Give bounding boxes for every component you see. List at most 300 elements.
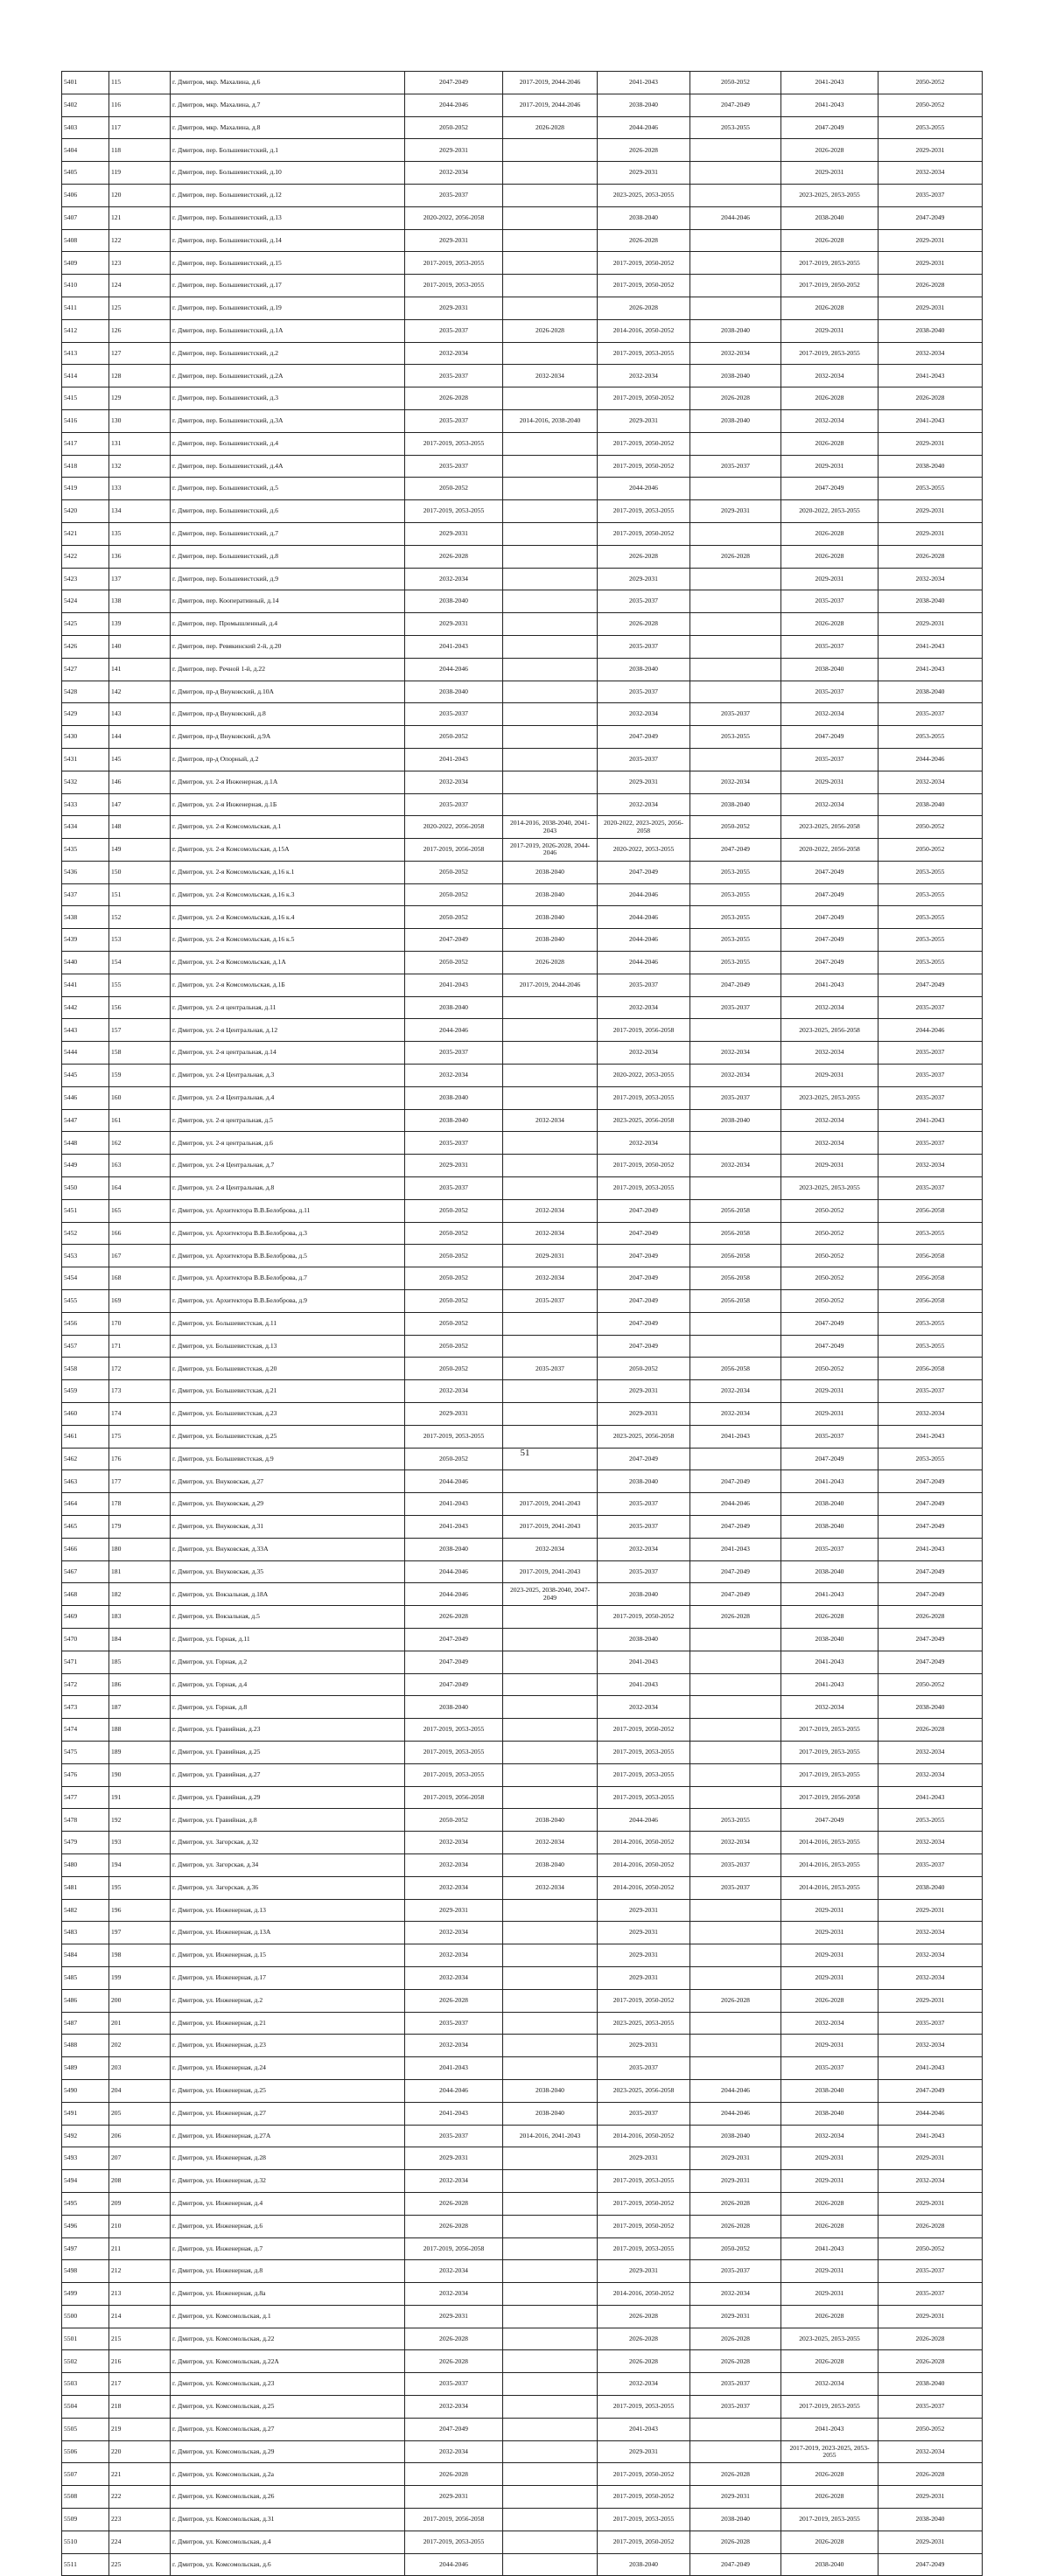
period-1-cell: 2026-2028 [405, 2215, 503, 2237]
address-cell: г. Дмитров, ул. Горная, д.2 [171, 1651, 405, 1673]
table-row [62, 1358, 983, 1380]
period-3-cell: 2026-2028 [598, 2305, 690, 2328]
address-number-cell: 213 [109, 2283, 171, 2306]
row-index-cell: 5504 [62, 2396, 109, 2419]
address-cell: г. Дмитров, ул. Инженерная, д.7 [171, 2237, 405, 2260]
period-2-cell [503, 2553, 598, 2576]
row-index-cell: 5403 [62, 116, 109, 139]
address-number-cell: 157 [109, 1019, 171, 1042]
period-6-cell: 2053-2055 [878, 883, 983, 906]
period-5-cell: 2017-2019, 2053-2055 [781, 1719, 878, 1742]
period-2-cell [503, 1335, 598, 1358]
address-number-cell: 204 [109, 2079, 171, 2102]
table-row [62, 162, 983, 185]
period-1-cell: 2032-2034 [405, 1380, 503, 1403]
period-1-cell: 2044-2046 [405, 1470, 503, 1493]
row-index-cell: 5492 [62, 2125, 109, 2147]
period-6-cell: 2047-2049 [878, 1651, 983, 1673]
address-number-cell: 127 [109, 342, 171, 365]
period-1-cell: 2017-2019, 2053-2055 [405, 500, 503, 523]
period-6-cell: 2050-2052 [878, 2418, 983, 2440]
period-1-cell: 2050-2052 [405, 906, 503, 929]
address-number-cell: 155 [109, 974, 171, 996]
period-6-cell: 2026-2028 [878, 1719, 983, 1742]
period-6-cell: 2047-2049 [878, 2079, 983, 2102]
period-5-cell: 2026-2028 [781, 2531, 878, 2553]
period-1-cell: 2029-2031 [405, 1899, 503, 1922]
table-row [62, 883, 983, 906]
address-cell: г. Дмитров, пер. Большевистский, д.13 [171, 206, 405, 229]
period-5-cell: 2014-2016, 2053-2055 [781, 1876, 878, 1899]
period-5-cell: 2026-2028 [781, 1989, 878, 2012]
period-4-cell: 2053-2055 [690, 1809, 781, 1832]
row-index-cell: 5417 [62, 432, 109, 455]
period-1-cell: 2047-2049 [405, 1651, 503, 1673]
period-6-cell: 2032-2034 [878, 2035, 983, 2057]
address-number-cell: 140 [109, 635, 171, 658]
period-1-cell: 2044-2046 [405, 1583, 503, 1606]
period-4-cell: 2038-2040 [690, 1109, 781, 1132]
period-6-cell: 2032-2034 [878, 342, 983, 365]
table-row [62, 929, 983, 952]
period-3-cell: 2017-2019, 2053-2055 [598, 2237, 690, 2260]
period-3-cell: 2035-2037 [598, 2057, 690, 2080]
period-1-cell: 2038-2040 [405, 1538, 503, 1560]
period-3-cell: 2038-2040 [598, 1583, 690, 1606]
table-row [62, 1583, 983, 1606]
period-4-cell [690, 139, 781, 162]
address-cell: г. Дмитров, ул. Комсомольская, д.6 [171, 2553, 405, 2576]
period-3-cell: 2047-2049 [598, 1448, 690, 1470]
period-2-cell: 2014-2016, 2041-2043 [503, 2125, 598, 2147]
row-index-cell: 5480 [62, 1853, 109, 1876]
period-3-cell: 2032-2034 [598, 996, 690, 1019]
period-1-cell: 2017-2019, 2053-2055 [405, 432, 503, 455]
period-2-cell [503, 1403, 598, 1426]
address-cell: г. Дмитров, ул. Комсомольская, д.1 [171, 2305, 405, 2328]
period-5-cell: 2026-2028 [781, 522, 878, 545]
period-5-cell: 2023-2025, 2053-2055 [781, 1177, 878, 1200]
period-1-cell: 2032-2034 [405, 1853, 503, 1876]
address-cell: г. Дмитров, ул. Большевистская, д.21 [171, 1380, 405, 1403]
period-3-cell: 2047-2049 [598, 1222, 690, 1245]
row-index-cell: 5420 [62, 500, 109, 523]
period-2-cell [503, 2147, 598, 2170]
period-1-cell: 2026-2028 [405, 1606, 503, 1629]
row-index-cell: 5449 [62, 1155, 109, 1177]
period-2-cell: 2017-2019, 2026-2028, 2044-2046 [503, 839, 598, 862]
period-5-cell: 2050-2052 [781, 1358, 878, 1380]
address-cell: г. Дмитров, ул. Большевистская, д.9 [171, 1448, 405, 1470]
period-3-cell: 2023-2025, 2056-2058 [598, 2079, 690, 2102]
period-3-cell: 2044-2046 [598, 1809, 690, 1832]
period-2-cell [503, 2373, 598, 2396]
row-index-cell: 5457 [62, 1335, 109, 1358]
period-2-cell: 2023-2025, 2038-2040, 2047-2049 [503, 1583, 598, 1606]
table-row [62, 816, 983, 839]
period-3-cell: 2026-2028 [598, 229, 690, 252]
address-cell: г. Дмитров, ул. Большевистская, д.11 [171, 1312, 405, 1335]
period-3-cell: 2026-2028 [598, 2328, 690, 2350]
period-6-cell: 2041-2043 [878, 1109, 983, 1132]
period-6-cell: 2026-2028 [878, 2463, 983, 2486]
table-row [62, 748, 983, 771]
period-2-cell: 2032-2034 [503, 1109, 598, 1132]
period-3-cell: 2017-2019, 2050-2052 [598, 387, 690, 410]
period-2-cell [503, 2260, 598, 2283]
period-4-cell [690, 1651, 781, 1673]
address-cell: г. Дмитров, пер. Речной 1-й, д.22 [171, 658, 405, 681]
period-6-cell: 2029-2031 [878, 252, 983, 275]
period-3-cell: 2023-2025, 2053-2055 [598, 2012, 690, 2035]
address-number-cell: 151 [109, 883, 171, 906]
table-row [62, 2035, 983, 2057]
row-index-cell: 5427 [62, 658, 109, 681]
period-3-cell: 2029-2031 [598, 1922, 690, 1944]
period-4-cell: 2056-2058 [690, 1358, 781, 1380]
period-3-cell: 2017-2019, 2050-2052 [598, 1606, 690, 1629]
address-cell: г. Дмитров, ул. Архитектора В.В.Белоброва, д.9 [171, 1290, 405, 1313]
period-4-cell: 2035-2037 [690, 2396, 781, 2419]
period-2-cell [503, 1425, 598, 1448]
period-3-cell: 2014-2016, 2050-2052 [598, 2125, 690, 2147]
period-4-cell [690, 1741, 781, 1763]
period-1-cell: 2050-2052 [405, 1267, 503, 1290]
period-5-cell: 2035-2037 [781, 748, 878, 771]
address-number-cell: 201 [109, 2012, 171, 2035]
period-3-cell: 2032-2034 [598, 365, 690, 387]
address-cell: г. Дмитров, ул. Вокзальная, д.18А [171, 1583, 405, 1606]
period-5-cell: 2050-2052 [781, 1245, 878, 1267]
address-cell: г. Дмитров, ул. Гравийная, д.29 [171, 1786, 405, 1809]
period-2-cell [503, 748, 598, 771]
period-5-cell: 2020-2022, 2056-2058 [781, 839, 878, 862]
period-1-cell: 2017-2019, 2053-2055 [405, 1425, 503, 1448]
period-4-cell [690, 1335, 781, 1358]
row-index-cell: 5464 [62, 1493, 109, 1516]
period-6-cell: 2056-2058 [878, 1267, 983, 1290]
row-index-cell: 5421 [62, 522, 109, 545]
period-3-cell: 2017-2019, 2050-2052 [598, 2215, 690, 2237]
period-4-cell: 2047-2049 [690, 974, 781, 996]
period-1-cell: 2035-2037 [405, 455, 503, 478]
row-index-cell: 5428 [62, 681, 109, 703]
address-number-cell: 194 [109, 1853, 171, 1876]
row-index-cell: 5430 [62, 726, 109, 749]
period-2-cell [503, 1380, 598, 1403]
row-index-cell: 5431 [62, 748, 109, 771]
period-5-cell: 2035-2037 [781, 1425, 878, 1448]
row-index-cell: 5434 [62, 816, 109, 839]
period-1-cell: 2029-2031 [405, 2147, 503, 2170]
row-index-cell: 5446 [62, 1086, 109, 1109]
address-number-cell: 144 [109, 726, 171, 749]
table-row [62, 793, 983, 816]
period-1-cell: 2029-2031 [405, 2486, 503, 2509]
period-5-cell: 2047-2049 [781, 883, 878, 906]
period-6-cell: 2041-2043 [878, 1425, 983, 1448]
period-6-cell: 2056-2058 [878, 1290, 983, 1313]
address-number-cell: 146 [109, 771, 171, 793]
address-cell: г. Дмитров, ул. Инженерная, д.4 [171, 2192, 405, 2215]
address-cell: г. Дмитров, ул. Архитектора В.В.Белоброва, д.5 [171, 1245, 405, 1267]
address-cell: г. Дмитров, ул. Инженерная, д.28 [171, 2147, 405, 2170]
address-cell: г. Дмитров, ул. 2-я Комсомольская, д.1 [171, 816, 405, 839]
period-1-cell: 2044-2046 [405, 94, 503, 116]
address-number-cell: 216 [109, 2350, 171, 2373]
row-index-cell: 5473 [62, 1696, 109, 1719]
period-2-cell [503, 1922, 598, 1944]
period-2-cell [503, 635, 598, 658]
period-4-cell: 2056-2058 [690, 1199, 781, 1222]
address-number-cell: 116 [109, 94, 171, 116]
table-row [62, 1086, 983, 1109]
table-row [62, 94, 983, 116]
address-number-cell: 173 [109, 1380, 171, 1403]
address-cell: г. Дмитров, ул. 2-я Комсомольская, д.1А [171, 952, 405, 974]
period-5-cell: 2017-2019, 2053-2055 [781, 1763, 878, 1786]
period-5-cell: 2047-2049 [781, 1809, 878, 1832]
address-number-cell: 139 [109, 613, 171, 636]
period-2-cell: 2038-2040 [503, 861, 598, 883]
address-cell: г. Дмитров, ул. Горная, д.4 [171, 1673, 405, 1696]
row-index-cell: 5472 [62, 1673, 109, 1696]
address-cell: г. Дмитров, ул. Архитектора В.В.Белоброва, д.3 [171, 1222, 405, 1245]
row-index-cell: 5451 [62, 1199, 109, 1222]
period-1-cell: 2038-2040 [405, 681, 503, 703]
address-number-cell: 224 [109, 2531, 171, 2553]
table-row [62, 2102, 983, 2125]
period-3-cell: 2047-2049 [598, 1290, 690, 1313]
period-2-cell: 2026-2028 [503, 319, 598, 342]
period-2-cell [503, 2170, 598, 2193]
period-2-cell: 2026-2028 [503, 116, 598, 139]
row-index-cell: 5444 [62, 1042, 109, 1065]
period-6-cell: 2038-2040 [878, 590, 983, 613]
row-index-cell: 5494 [62, 2170, 109, 2193]
period-6-cell: 2044-2046 [878, 2102, 983, 2125]
table-row [62, 1922, 983, 1944]
period-4-cell: 2026-2028 [690, 1606, 781, 1629]
period-5-cell: 2017-2019, 2023-2025, 2053-2055 [781, 2440, 878, 2463]
period-4-cell: 2056-2058 [690, 1222, 781, 1245]
address-number-cell: 198 [109, 1944, 171, 1967]
table-row [62, 478, 983, 500]
address-cell: г. Дмитров, пер. Кооперативный, д.14 [171, 590, 405, 613]
period-1-cell: 2035-2037 [405, 365, 503, 387]
period-1-cell: 2017-2019, 2056-2058 [405, 839, 503, 862]
period-1-cell: 2035-2037 [405, 1042, 503, 1065]
period-6-cell: 2056-2058 [878, 1358, 983, 1380]
period-5-cell: 2026-2028 [781, 613, 878, 636]
address-number-cell: 172 [109, 1358, 171, 1380]
period-6-cell: 2056-2058 [878, 1245, 983, 1267]
address-number-cell: 200 [109, 1989, 171, 2012]
row-index-cell: 5467 [62, 1560, 109, 1583]
period-4-cell: 2044-2046 [690, 2102, 781, 2125]
period-5-cell: 2017-2019, 2056-2058 [781, 1786, 878, 1809]
period-6-cell: 2032-2034 [878, 1741, 983, 1763]
period-4-cell [690, 2440, 781, 2463]
period-4-cell [690, 1966, 781, 1989]
address-number-cell: 166 [109, 1222, 171, 1245]
period-1-cell: 2035-2037 [405, 2012, 503, 2035]
table-row [62, 1763, 983, 1786]
table-row [62, 1809, 983, 1832]
period-2-cell [503, 297, 598, 319]
period-2-cell [503, 1763, 598, 1786]
period-4-cell: 2053-2055 [690, 906, 781, 929]
row-index-cell: 5429 [62, 703, 109, 726]
address-cell: г. Дмитров, пер. Большевистский, д.12 [171, 184, 405, 206]
period-3-cell: 2041-2043 [598, 2418, 690, 2440]
period-5-cell: 2041-2043 [781, 1470, 878, 1493]
row-index-cell: 5418 [62, 455, 109, 478]
address-number-cell: 145 [109, 748, 171, 771]
table-row [62, 1425, 983, 1448]
period-4-cell: 2044-2046 [690, 2079, 781, 2102]
table-row [62, 861, 983, 883]
period-5-cell: 2026-2028 [781, 139, 878, 162]
period-6-cell: 2053-2055 [878, 726, 983, 749]
period-3-cell: 2029-2031 [598, 2440, 690, 2463]
period-6-cell: 2047-2049 [878, 206, 983, 229]
row-index-cell: 5478 [62, 1809, 109, 1832]
period-4-cell: 2047-2049 [690, 1516, 781, 1539]
address-cell: г. Дмитров, ул. Большевистская, д.13 [171, 1335, 405, 1358]
table-row [62, 365, 983, 387]
address-cell: г. Дмитров, ул. 2-я Центральная, д.8 [171, 1177, 405, 1200]
period-3-cell: 2035-2037 [598, 2102, 690, 2125]
period-3-cell: 2035-2037 [598, 1516, 690, 1539]
period-5-cell: 2032-2034 [781, 1132, 878, 1155]
address-number-cell: 156 [109, 996, 171, 1019]
period-5-cell: 2032-2034 [781, 2012, 878, 2035]
period-4-cell [690, 658, 781, 681]
period-2-cell: 2017-2019, 2044-2046 [503, 72, 598, 94]
address-number-cell: 218 [109, 2396, 171, 2419]
address-cell: г. Дмитров, пер. Ревякинский 2-й, д.20 [171, 635, 405, 658]
period-3-cell: 2014-2016, 2050-2052 [598, 1876, 690, 1899]
row-index-cell: 5410 [62, 275, 109, 297]
table-row [62, 319, 983, 342]
period-4-cell: 2032-2034 [690, 342, 781, 365]
row-index-cell: 5458 [62, 1358, 109, 1380]
period-3-cell: 2029-2031 [598, 409, 690, 432]
period-1-cell: 2044-2046 [405, 658, 503, 681]
period-1-cell: 2017-2019, 2053-2055 [405, 275, 503, 297]
period-1-cell: 2032-2034 [405, 568, 503, 590]
address-number-cell: 126 [109, 319, 171, 342]
table-row [62, 2215, 983, 2237]
address-cell: г. Дмитров, ул. 2-я центральная, д.14 [171, 1042, 405, 1065]
address-cell: г. Дмитров, ул. Гравийная, д.23 [171, 1719, 405, 1742]
row-index-cell: 5461 [62, 1425, 109, 1448]
row-index-cell: 5476 [62, 1763, 109, 1786]
period-3-cell: 2029-2031 [598, 162, 690, 185]
period-5-cell: 2047-2049 [781, 929, 878, 952]
row-index-cell: 5433 [62, 793, 109, 816]
row-index-cell: 5489 [62, 2057, 109, 2080]
period-2-cell [503, 455, 598, 478]
period-3-cell: 2047-2049 [598, 861, 690, 883]
address-cell: г. Дмитров, ул. 2-я Центральная, д.3 [171, 1065, 405, 1087]
address-number-cell: 193 [109, 1832, 171, 1854]
address-cell: г. Дмитров, пр-д Опорный, д.2 [171, 748, 405, 771]
address-number-cell: 130 [109, 409, 171, 432]
address-cell: г. Дмитров, пер. Большевистский, д.15 [171, 252, 405, 275]
period-6-cell: 2032-2034 [878, 2170, 983, 2193]
period-6-cell: 2038-2040 [878, 455, 983, 478]
period-4-cell: 2038-2040 [690, 409, 781, 432]
period-1-cell: 2035-2037 [405, 703, 503, 726]
period-3-cell: 2038-2040 [598, 206, 690, 229]
address-number-cell: 217 [109, 2373, 171, 2396]
row-index-cell: 5443 [62, 1019, 109, 1042]
period-5-cell: 2047-2049 [781, 1312, 878, 1335]
period-2-cell: 2029-2031 [503, 1245, 598, 1267]
table-row [62, 2057, 983, 2080]
period-5-cell: 2032-2034 [781, 1042, 878, 1065]
period-5-cell: 2029-2031 [781, 568, 878, 590]
period-1-cell: 2032-2034 [405, 162, 503, 185]
period-3-cell: 2017-2019, 2050-2052 [598, 2192, 690, 2215]
period-4-cell: 2035-2037 [690, 703, 781, 726]
period-1-cell: 2041-2043 [405, 2102, 503, 2125]
period-6-cell: 2041-2043 [878, 409, 983, 432]
period-1-cell: 2032-2034 [405, 2396, 503, 2419]
address-number-cell: 164 [109, 1177, 171, 1200]
period-4-cell: 2050-2052 [690, 72, 781, 94]
period-3-cell: 2029-2031 [598, 1966, 690, 1989]
period-5-cell: 2029-2031 [781, 319, 878, 342]
period-1-cell: 2050-2052 [405, 1245, 503, 1267]
period-3-cell: 2017-2019, 2050-2052 [598, 1989, 690, 2012]
table-row [62, 1786, 983, 1809]
address-cell: г. Дмитров, пер. Большевистский, д.17 [171, 275, 405, 297]
address-cell: г. Дмитров, ул. Внуковская, д.31 [171, 1516, 405, 1539]
period-3-cell: 2047-2049 [598, 726, 690, 749]
address-number-cell: 152 [109, 906, 171, 929]
period-4-cell: 2029-2031 [690, 2305, 781, 2328]
address-number-cell: 118 [109, 139, 171, 162]
address-number-cell: 221 [109, 2463, 171, 2486]
table-row [62, 2192, 983, 2215]
address-number-cell: 148 [109, 816, 171, 839]
row-index-cell: 5441 [62, 974, 109, 996]
table-row [62, 974, 983, 996]
address-cell: г. Дмитров, пер. Большевистский, д.3 [171, 387, 405, 410]
address-number-cell: 189 [109, 1741, 171, 1763]
period-5-cell: 2038-2040 [781, 1628, 878, 1651]
period-2-cell [503, 1132, 598, 1155]
period-4-cell: 2044-2046 [690, 206, 781, 229]
period-4-cell: 2044-2046 [690, 1493, 781, 1516]
period-3-cell: 2026-2028 [598, 2350, 690, 2373]
period-5-cell: 2026-2028 [781, 2305, 878, 2328]
period-2-cell [503, 2509, 598, 2531]
period-5-cell: 2017-2019, 2053-2055 [781, 2396, 878, 2419]
period-1-cell: 2050-2052 [405, 1358, 503, 1380]
period-3-cell: 2023-2025, 2053-2055 [598, 184, 690, 206]
table-row [62, 1245, 983, 1267]
address-cell: г. Дмитров, ул. Горная, д.11 [171, 1628, 405, 1651]
period-5-cell: 2047-2049 [781, 952, 878, 974]
period-6-cell: 2032-2034 [878, 1944, 983, 1967]
period-5-cell: 2026-2028 [781, 2463, 878, 2486]
address-number-cell: 171 [109, 1335, 171, 1358]
period-5-cell: 2035-2037 [781, 681, 878, 703]
